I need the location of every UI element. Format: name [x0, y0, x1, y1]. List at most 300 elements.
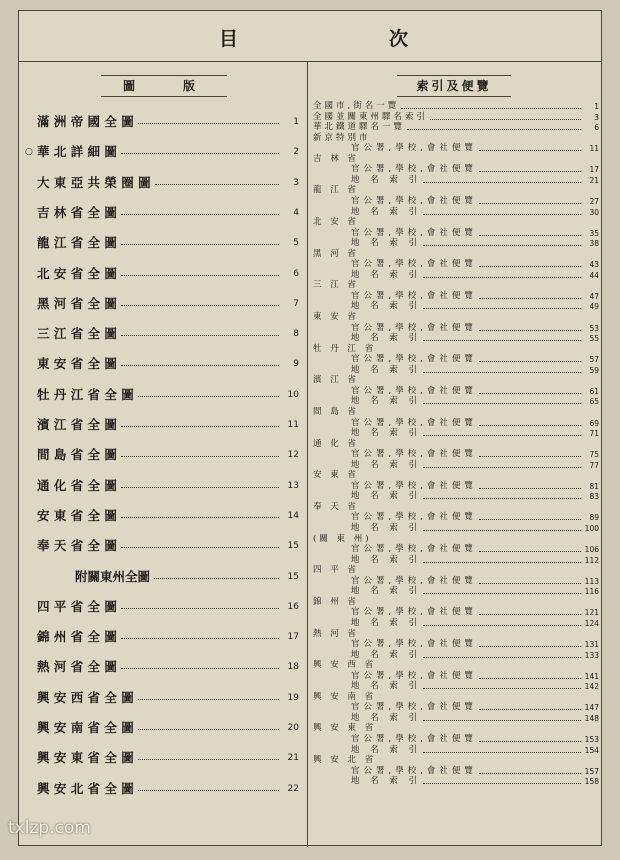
index-entry-text: 官公署,學校,會社便覽 — [351, 227, 477, 238]
map-title: 熱 河 省 全 圖 — [37, 659, 117, 675]
map-title: 興 安 西 省 全 圖 — [37, 689, 134, 705]
index-list-item[interactable] — [313, 523, 603, 534]
dot-leader — [479, 298, 581, 299]
index-entry-text: 地 名 索 引 — [351, 712, 422, 723]
page-number: 116 — [584, 587, 599, 597]
index-entry-text: 地 名 索 引 — [351, 523, 422, 533]
index-entry-text: 通 化 省 — [313, 438, 359, 449]
index-entry-text: 官公署,學校,會社便覽 — [351, 164, 477, 175]
page-number: 61 — [589, 386, 599, 396]
map-title: 間 島 省 全 圖 — [37, 447, 117, 463]
map-title: 興 安 東 省 全 圖 — [37, 750, 134, 766]
page-number: 22 — [287, 783, 299, 794]
index-list-item[interactable] — [313, 207, 603, 218]
page-number: 148 — [584, 713, 599, 723]
dot-leader — [121, 638, 279, 639]
index-list-item[interactable] — [313, 133, 603, 144]
page-number: 112 — [584, 555, 599, 565]
map-title: 興 安 北 省 全 圖 — [37, 780, 134, 796]
index-entry-text: 官公署,學校,會社便覽 — [351, 143, 477, 154]
dot-leader — [121, 487, 279, 488]
index-entry-text: 官公署,學校,會社便覽 — [351, 385, 477, 396]
dot-leader — [138, 729, 279, 730]
dot-leader — [121, 517, 279, 518]
index-list-item[interactable] — [313, 101, 603, 112]
page-number: 81 — [589, 481, 599, 491]
index-list-item[interactable] — [313, 586, 603, 597]
map-list-item[interactable] — [19, 747, 307, 769]
page-number: 15 — [287, 541, 299, 552]
page-number: 14 — [287, 510, 299, 521]
page-number: 7 — [293, 298, 299, 309]
map-list-item[interactable] — [19, 687, 307, 709]
index-entry-text: 錦 州 省 — [313, 596, 359, 607]
page-number: 49 — [589, 302, 599, 312]
bullet-marker: ○ — [25, 147, 33, 158]
page-number: 55 — [589, 334, 599, 344]
dot-leader — [138, 790, 279, 791]
page-number: 35 — [589, 228, 599, 238]
index-entry-text: 官公署,學校,會社便覽 — [351, 322, 477, 333]
index-entry-text: 官公署,學校,會社便覽 — [351, 417, 477, 428]
dot-leader — [121, 335, 279, 336]
page-number: 71 — [589, 429, 599, 439]
page-number: 3 — [293, 177, 299, 188]
index-list-item[interactable] — [313, 407, 603, 418]
page-number: 17 — [287, 632, 299, 643]
index-section-header: 索引及便覽 — [397, 75, 511, 97]
page-number: 11 — [287, 420, 299, 430]
page-number: 47 — [589, 291, 599, 301]
map-title: 附關東州全圖 — [75, 568, 151, 584]
index-list-item[interactable] — [313, 491, 603, 502]
dot-leader — [401, 108, 581, 109]
dot-leader — [121, 244, 279, 245]
index-list-item[interactable] — [313, 534, 603, 545]
page-number: 77 — [589, 460, 599, 470]
index-entry-text: 地 名 索 引 — [351, 491, 422, 502]
page-number: 6 — [293, 268, 299, 279]
index-list-item[interactable] — [313, 629, 603, 640]
page-number: 1 — [594, 102, 599, 111]
map-title: 安 東 省 全 圖 — [37, 507, 117, 523]
index-list-item[interactable] — [313, 323, 603, 334]
index-entry-text: 東 安 省 — [313, 312, 359, 322]
page-number: 89 — [589, 513, 599, 523]
page-number: 38 — [589, 239, 599, 249]
index-entry-text: 官公署,學校,會社便覽 — [351, 354, 477, 365]
index-entry-text: 地 名 索 引 — [351, 681, 422, 692]
index-list-item[interactable] — [313, 776, 603, 787]
map-list-item[interactable] — [19, 505, 307, 527]
dot-leader — [479, 646, 581, 647]
map-list-item[interactable] — [19, 353, 307, 375]
map-list-item[interactable] — [19, 717, 307, 739]
dot-leader — [138, 123, 279, 124]
maps-header-char-2: 版 — [183, 79, 196, 93]
dot-leader — [423, 657, 581, 658]
index-list-item[interactable] — [313, 196, 603, 207]
dot-leader — [423, 340, 581, 341]
dot-leader — [121, 365, 279, 366]
page-number: 131 — [584, 640, 599, 650]
dot-leader — [423, 752, 581, 753]
index-list-item[interactable] — [313, 449, 603, 460]
page-number: 9 — [293, 359, 299, 370]
page-number: 147 — [584, 703, 599, 713]
page-number: 124 — [584, 618, 599, 628]
dot-leader — [479, 614, 581, 615]
index-entry-text: 官公署,學校,會社便覽 — [351, 259, 477, 270]
index-list-item[interactable] — [313, 660, 603, 671]
index-list-item[interactable] — [313, 470, 603, 481]
page-number: 11 — [589, 144, 599, 154]
index-entry-text: 地 名 索 引 — [351, 238, 422, 249]
maps-section-header — [101, 75, 227, 97]
page-number: 21 — [589, 175, 599, 185]
dot-leader — [423, 688, 581, 689]
column-divider — [307, 61, 308, 847]
page-number: 157 — [584, 766, 599, 776]
dot-leader — [407, 129, 581, 130]
dot-leader — [479, 361, 581, 362]
index-entry-text: 地 名 索 引 — [351, 301, 422, 312]
page-number: 75 — [589, 450, 599, 460]
dot-leader — [423, 467, 581, 468]
index-list-item[interactable] — [313, 312, 603, 323]
page-number: 158 — [584, 777, 599, 787]
index-entry-text: 官公署,學校,會社便覽 — [351, 544, 477, 555]
dot-leader — [121, 426, 279, 427]
page-number: 83 — [589, 492, 599, 502]
dot-leader — [121, 214, 279, 215]
index-list-item[interactable] — [313, 544, 603, 555]
dot-leader — [423, 720, 581, 721]
index-list-item[interactable] — [313, 418, 603, 429]
index-entry-text: (關 東 州) — [313, 533, 372, 544]
dot-leader — [121, 153, 279, 154]
page-number: 5 — [293, 238, 299, 249]
dot-leader — [154, 578, 279, 579]
index-entry-text: 官公署,學校,會社便覽 — [351, 607, 477, 618]
dot-leader — [479, 425, 581, 426]
page-number: 3 — [594, 112, 599, 122]
index-list-item[interactable] — [313, 607, 603, 618]
index-entry-text: 地 名 索 引 — [351, 269, 422, 280]
index-entry-text: 官公署,學校,會社便覽 — [351, 765, 477, 776]
map-title: 奉 天 省 全 圖 — [37, 538, 117, 554]
index-entry-text: 地 名 索 引 — [351, 364, 422, 375]
index-list-item[interactable] — [313, 565, 603, 576]
index-entry-text: 濱 江 省 — [313, 375, 359, 386]
page-title-right: 次 — [389, 28, 409, 50]
index-entry-text: 地 名 索 引 — [351, 396, 422, 407]
map-title: 牡 丹 江 省 全 圖 — [37, 386, 134, 402]
watermark: txlzp.com — [8, 818, 91, 838]
index-list-item[interactable] — [313, 164, 603, 175]
index-entry-text: 官公署,學校,會社便覽 — [351, 734, 477, 744]
index-entry-text: 奉 天 省 — [313, 501, 359, 512]
dot-leader — [479, 488, 581, 489]
map-title: 三 江 省 全 圖 — [37, 326, 117, 342]
index-entry-text: 官公署,學校,會社便覽 — [351, 449, 477, 460]
dot-leader — [138, 396, 279, 397]
map-list-item[interactable] — [19, 596, 307, 618]
map-list-item[interactable] — [19, 778, 307, 800]
dot-leader — [423, 245, 581, 246]
contents-page — [18, 10, 602, 846]
map-list-item[interactable] — [19, 444, 307, 466]
page-number: 113 — [584, 576, 599, 586]
dot-leader — [423, 435, 581, 436]
map-list-item[interactable] — [19, 414, 307, 436]
index-entry-text: 官公署,學校,會社便覽 — [351, 195, 477, 206]
dot-leader — [479, 551, 581, 552]
page-number: 43 — [589, 260, 599, 270]
index-list-item[interactable] — [313, 112, 603, 123]
maps-header-char-1: 圖 — [123, 79, 136, 93]
index-entry-text: 地 名 索 引 — [351, 428, 422, 439]
index-entry-text: 興 安 東 省 — [313, 723, 377, 734]
index-entry-text: 四 平 省 — [313, 565, 359, 576]
dot-leader — [121, 547, 279, 548]
map-title: 滿 洲 帝 國 全 圖 — [37, 114, 134, 129]
index-list-item[interactable] — [313, 555, 603, 566]
map-title: 黑 河 省 全 圖 — [37, 295, 117, 311]
index-entry-text: 興 安 西 省 — [313, 660, 377, 671]
dot-leader — [430, 119, 581, 120]
dot-leader — [479, 741, 581, 742]
dot-leader — [479, 203, 581, 204]
index-entry-text: 地 名 索 引 — [351, 744, 422, 755]
index-entry-text: 官公署,學校,會社便覽 — [351, 702, 477, 713]
map-list-item[interactable] — [19, 626, 307, 648]
index-list-item[interactable] — [313, 333, 603, 344]
map-list-item[interactable] — [19, 202, 307, 224]
index-list-item[interactable] — [313, 428, 603, 439]
dot-leader — [479, 266, 581, 267]
index-entry-text: 熱 河 省 — [313, 628, 359, 639]
dot-leader — [479, 393, 581, 394]
map-title: 北 安 省 全 圖 — [37, 265, 117, 281]
dot-leader — [479, 519, 581, 520]
index-entry-text: 地 名 索 引 — [351, 617, 422, 628]
index-entry-text: 間 島 省 — [313, 406, 359, 417]
index-list-item[interactable] — [313, 512, 603, 523]
index-list-item[interactable] — [313, 185, 603, 196]
index-entry-text: 地 名 索 引 — [351, 174, 422, 185]
dot-leader — [423, 403, 581, 404]
map-title: 錦 州 省 全 圖 — [37, 629, 117, 645]
index-list-item[interactable] — [313, 354, 603, 365]
page-number: 6 — [594, 123, 599, 133]
map-list-item[interactable] — [19, 172, 307, 194]
page-number: 133 — [584, 650, 599, 660]
index-list-item[interactable] — [313, 681, 603, 692]
dot-leader — [423, 498, 581, 499]
dot-leader — [423, 530, 581, 531]
index-entry-text: 北 安 省 — [313, 217, 359, 228]
dot-leader — [479, 171, 581, 172]
map-title: 通 化 省 全 圖 — [37, 477, 117, 493]
page-number: 154 — [584, 745, 599, 755]
page-number: 19 — [287, 692, 299, 703]
dot-leader — [479, 330, 581, 331]
index-entry-text: 官公署,學校,會社便覽 — [351, 575, 477, 586]
page-number: 44 — [589, 270, 599, 280]
dot-leader — [155, 184, 279, 185]
dot-leader — [423, 372, 581, 373]
map-list-item[interactable] — [19, 293, 307, 315]
index-list-item[interactable] — [313, 238, 603, 249]
map-list-item[interactable] — [19, 475, 307, 497]
map-title: 龍 江 省 全 圖 — [37, 235, 117, 251]
index-list-item[interactable] — [313, 745, 603, 756]
page-number: 57 — [589, 355, 599, 365]
dot-leader — [423, 593, 581, 594]
page-number: 53 — [589, 323, 599, 333]
index-list-item[interactable] — [313, 122, 603, 133]
index-list-item[interactable] — [313, 396, 603, 407]
index-list-item[interactable] — [313, 143, 603, 154]
index-entry-text: 吉 林 省 — [313, 153, 359, 164]
index-list-item[interactable] — [313, 301, 603, 312]
dot-leader — [423, 277, 581, 278]
dot-leader — [479, 773, 581, 774]
map-title: 東 安 省 全 圖 — [37, 356, 117, 372]
dot-leader — [423, 182, 581, 183]
title-bar — [19, 11, 601, 62]
map-title: 四 平 省 全 圖 — [37, 598, 117, 614]
map-list-item[interactable] — [19, 566, 307, 588]
index-list-item[interactable] — [313, 702, 603, 713]
map-list-item[interactable] — [19, 535, 307, 557]
index-entry-text: 全國市,街名一覽 — [313, 101, 400, 111]
index-entry-text: 官公署,學校,會社便覽 — [351, 512, 477, 523]
page-number: 12 — [287, 450, 299, 461]
dot-leader — [121, 456, 279, 457]
dot-leader — [423, 783, 581, 784]
map-list-item[interactable] — [19, 111, 307, 133]
page-number: 153 — [584, 735, 599, 744]
map-title: 吉 林 省 全 圖 — [37, 204, 117, 220]
page-number: 21 — [287, 753, 299, 764]
index-list-item[interactable] — [313, 439, 603, 450]
index-entry-text: 龍 江 省 — [313, 185, 359, 196]
map-list-item[interactable] — [19, 384, 307, 406]
page-number: 142 — [584, 682, 599, 692]
page-number: 106 — [584, 545, 599, 555]
page-number: 18 — [287, 662, 299, 673]
index-entry-text: 官公署,學校,會社便覽 — [351, 290, 477, 301]
index-entry-text: 地 名 索 引 — [351, 649, 422, 660]
dot-leader — [423, 308, 581, 309]
dot-leader — [423, 214, 581, 215]
dot-leader — [479, 150, 581, 151]
dot-leader — [121, 668, 279, 669]
index-list-item[interactable] — [313, 766, 603, 777]
page-number: 10 — [287, 389, 299, 400]
page-number: 2 — [293, 147, 299, 158]
page-number: 65 — [589, 397, 599, 407]
index-list-item[interactable] — [313, 650, 603, 661]
page-number: 13 — [287, 480, 299, 491]
index-list-item[interactable] — [313, 639, 603, 650]
index-list-item[interactable] — [313, 344, 603, 355]
index-entry-text: 地 名 索 引 — [351, 459, 422, 470]
index-list-item[interactable] — [313, 375, 603, 386]
index-entry-text: 地 名 索 引 — [351, 554, 422, 565]
index-entry-text: 地 名 索 引 — [351, 776, 422, 787]
map-list-item[interactable] — [19, 263, 307, 285]
page-number: 1 — [293, 117, 299, 127]
index-entry-text: 黑 河 省 — [313, 248, 359, 259]
page-number: 121 — [584, 608, 599, 618]
dot-leader — [121, 275, 279, 276]
dot-leader — [479, 583, 581, 584]
page-number: 16 — [287, 601, 299, 612]
page-number: 69 — [589, 418, 599, 428]
index-list-item[interactable] — [313, 280, 603, 291]
map-list-item[interactable] — [19, 232, 307, 254]
index-list-item[interactable] — [313, 259, 603, 270]
index-list-item[interactable] — [313, 755, 603, 766]
dot-leader — [121, 608, 279, 609]
index-list-item[interactable] — [313, 217, 603, 228]
index-entry-text: 官公署,學校,會社便覽 — [351, 639, 477, 650]
dot-leader — [479, 456, 581, 457]
index-list-item[interactable] — [313, 228, 603, 239]
dot-leader — [121, 305, 279, 306]
index-entry-text: 興 安 南 省 — [313, 691, 377, 702]
dot-leader — [479, 235, 581, 236]
dot-leader — [423, 625, 581, 626]
index-entry-text: 全國並關東州驛名索引 — [313, 111, 429, 122]
map-title: 濱 江 省 全 圖 — [37, 417, 117, 432]
index-entry-text: 新京特別市 — [313, 132, 371, 143]
page-number: 8 — [293, 329, 299, 340]
page-title-left: 目 — [219, 28, 239, 50]
page-number: 141 — [584, 671, 599, 681]
index-entry-text: 地 名 索 引 — [351, 333, 422, 344]
index-entry-text: 地 名 索 引 — [351, 586, 422, 597]
map-title: 興 安 南 省 全 圖 — [37, 720, 134, 735]
map-list-item[interactable] — [19, 656, 307, 678]
index-entry-text: 華北鐵道驛名一覽 — [313, 122, 406, 133]
map-title: 大 東 亞 共 榮 圈 圖 — [37, 174, 151, 190]
index-list-item[interactable] — [313, 734, 603, 745]
page-number: 30 — [589, 207, 599, 217]
index-list-item[interactable] — [313, 618, 603, 629]
page-number: 59 — [589, 365, 599, 375]
map-list-item[interactable] — [19, 141, 307, 163]
index-entry-text: 牡 丹 江 省 — [313, 343, 377, 354]
index-entry-text: 三 江 省 — [313, 280, 359, 291]
page-number: 100 — [584, 524, 599, 533]
dot-leader — [138, 759, 279, 760]
page-number: 27 — [589, 196, 599, 206]
page-number: 4 — [293, 207, 299, 218]
dot-leader — [423, 562, 581, 563]
index-entry-text: 興 安 北 省 — [313, 755, 377, 766]
index-entry-text: 安 東 省 — [313, 470, 359, 481]
map-title: 華 北 詳 細 圖 — [37, 144, 117, 160]
dot-leader — [479, 709, 581, 710]
page-number: 15 — [287, 571, 299, 582]
index-list-item[interactable] — [313, 723, 603, 734]
map-list-item[interactable] — [19, 323, 307, 345]
page-number: 17 — [589, 165, 599, 175]
